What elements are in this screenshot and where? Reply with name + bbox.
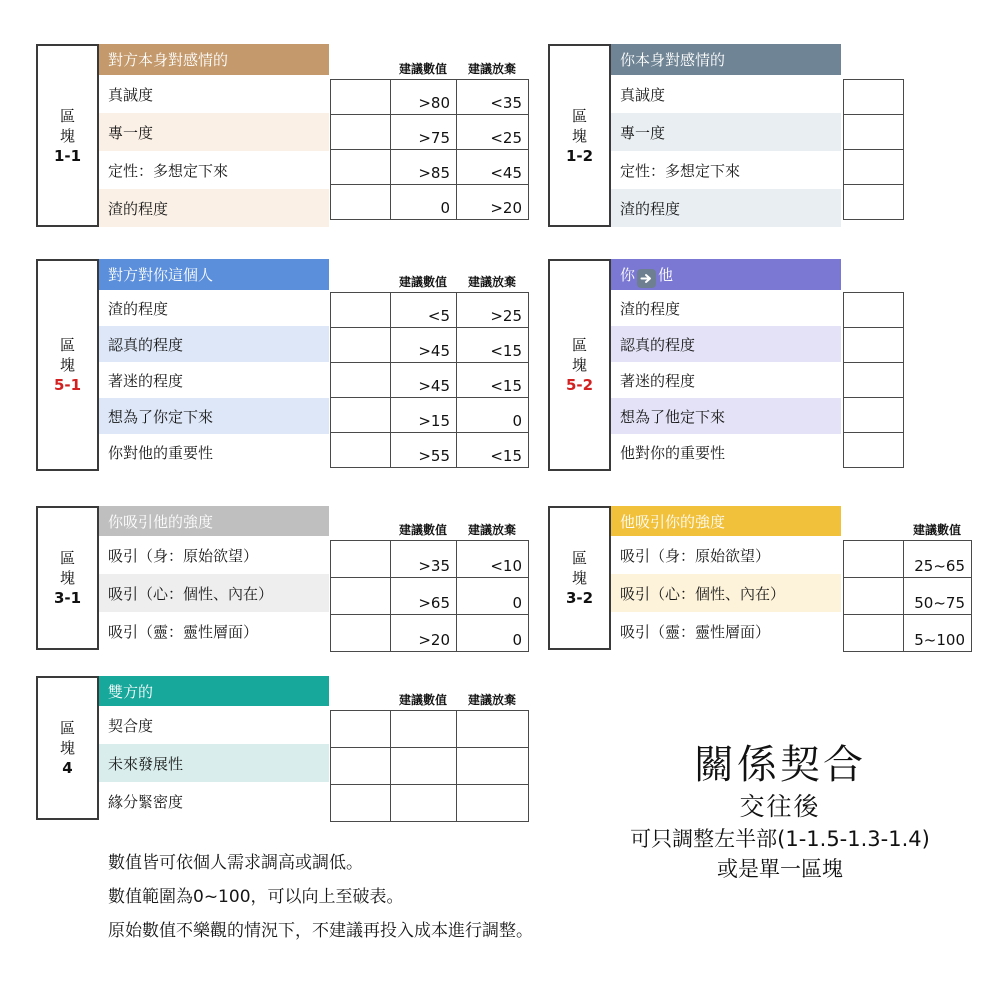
table-row — [844, 398, 904, 433]
column-headers-5-1 — [390, 273, 528, 290]
footnote-line: 數值皆可依個人需求調高或調低。 — [108, 853, 363, 873]
block-header-5-1: 對方對你這個人 — [99, 259, 329, 290]
table-row — [844, 185, 904, 220]
value-cell-input[interactable] — [331, 185, 391, 220]
value-cell-giveup: <10 — [457, 541, 529, 578]
row-label: 渣的程度 — [99, 189, 329, 227]
zone-label-line1: 區 — [59, 549, 75, 567]
title-note-line1: 可只調整左半部(1-1.5-1.3-1.4) — [630, 827, 930, 851]
column-header-giveup: 建議放棄 — [467, 693, 516, 707]
value-cell-input[interactable] — [331, 363, 391, 398]
block-header-1-1: 對方本身對感情的 — [99, 44, 329, 75]
row-label: 緣分緊密度 — [99, 782, 329, 820]
zone-label-line1: 區 — [571, 549, 587, 567]
right-arrow-icon — [637, 269, 656, 288]
value-cell-giveup: >25 — [457, 293, 529, 328]
column-headers-3-2 — [903, 521, 971, 538]
column-headers-1-1 — [390, 60, 528, 77]
block-5-1 — [36, 259, 329, 471]
value-cell-input[interactable] — [844, 433, 904, 468]
value-cell-suggest: 5~100 — [904, 615, 972, 652]
value-cell-input[interactable] — [331, 433, 391, 468]
value-cell-suggest: 0 — [391, 185, 457, 220]
table-row — [844, 80, 904, 115]
row-list-5-1 — [99, 259, 329, 471]
row-label: 吸引（心：個性、內在） — [611, 574, 841, 612]
block-3-1 — [36, 506, 329, 650]
value-grid-5-2 — [843, 292, 904, 468]
value-cell-input[interactable] — [844, 115, 904, 150]
table-row — [844, 433, 904, 468]
value-cell-input[interactable] — [331, 293, 391, 328]
row-list-5-2 — [611, 259, 841, 471]
zone-label-number: 5-2 — [565, 376, 594, 394]
row-label: 定性：多想定下來 — [99, 151, 329, 189]
value-cell-input[interactable] — [844, 185, 904, 220]
row-label: 契合度 — [99, 706, 329, 744]
zone-label-line2: 塊 — [59, 739, 75, 757]
zone-label-line2: 塊 — [571, 569, 587, 587]
value-cell-input[interactable] — [331, 615, 391, 652]
value-cell-input[interactable] — [331, 541, 391, 578]
zone-label-5-2 — [548, 259, 611, 471]
block-header-5-2 — [611, 259, 841, 290]
zone-label-number: 1-1 — [53, 146, 82, 165]
block-header-3-2: 他吸引你的強度 — [611, 506, 841, 536]
value-grid-5-1 — [330, 292, 529, 468]
row-label: 想為了你定下來 — [99, 398, 329, 434]
zone-label-line1: 區 — [571, 336, 587, 354]
zone-label-line1: 區 — [571, 106, 587, 125]
value-cell-suggest: >45 — [391, 363, 457, 398]
column-header-giveup: 建議放棄 — [467, 275, 516, 289]
table-row — [844, 115, 904, 150]
zone-label-number: 1-2 — [565, 146, 594, 165]
title-area — [560, 740, 1000, 884]
block-1-1 — [36, 44, 329, 227]
zone-label-number: 5-1 — [53, 376, 82, 394]
value-table-1-1 — [330, 79, 529, 220]
value-cell-suggest[interactable] — [391, 785, 457, 822]
block-header-4: 雙方的 — [99, 676, 329, 706]
row-label: 你對他的重要性 — [99, 434, 329, 471]
column-header-giveup: 建議放棄 — [467, 62, 516, 76]
value-cell-giveup: 0 — [457, 578, 529, 615]
value-cell-input[interactable] — [844, 578, 904, 615]
row-label: 定性：多想定下來 — [611, 151, 841, 189]
zone-label-3-1 — [36, 506, 99, 650]
value-cell-suggest: >15 — [391, 398, 457, 433]
table-row — [331, 615, 529, 652]
table-row — [331, 363, 529, 398]
row-list-1-1 — [99, 44, 329, 227]
block-1-2 — [548, 44, 841, 227]
column-header-suggest: 建議數值 — [398, 693, 447, 707]
row-label: 渣的程度 — [99, 290, 329, 326]
table-row — [331, 398, 529, 433]
value-cell-giveup: <15 — [457, 328, 529, 363]
value-cell-input[interactable] — [331, 748, 391, 785]
value-table-3-1 — [330, 540, 529, 652]
value-cell-suggest: <5 — [391, 293, 457, 328]
column-header-suggest: 建議數值 — [912, 523, 961, 537]
value-cell-input[interactable] — [844, 80, 904, 115]
table-row — [331, 578, 529, 615]
value-cell-input[interactable] — [331, 115, 391, 150]
table-row — [331, 433, 529, 468]
row-label: 認真的程度 — [611, 326, 841, 362]
table-row — [844, 541, 972, 578]
column-header-suggest: 建議數值 — [398, 523, 447, 537]
value-cell-input[interactable] — [844, 398, 904, 433]
value-cell-input[interactable] — [844, 541, 904, 578]
value-cell-suggest: >55 — [391, 433, 457, 468]
column-headers-3-1 — [390, 521, 528, 538]
header-text-you: 你 — [620, 266, 636, 284]
table-row — [331, 115, 529, 150]
value-cell-input[interactable] — [844, 615, 904, 652]
value-cell-suggest: >45 — [391, 328, 457, 363]
table-row — [331, 785, 529, 822]
row-label: 專一度 — [611, 113, 841, 151]
row-label: 真誠度 — [611, 75, 841, 113]
value-cell-suggest: >35 — [391, 541, 457, 578]
value-cell-suggest[interactable] — [391, 748, 457, 785]
value-cell-giveup: 0 — [457, 398, 529, 433]
value-cell-input[interactable] — [331, 80, 391, 115]
value-cell-suggest[interactable] — [391, 711, 457, 748]
row-label: 渣的程度 — [611, 290, 841, 326]
value-table-1-2 — [843, 79, 904, 220]
block-3-2 — [548, 506, 841, 650]
footnotes — [108, 846, 533, 948]
value-grid-1-2 — [843, 79, 904, 220]
value-cell-giveup: >20 — [457, 185, 529, 220]
table-row — [331, 748, 529, 785]
value-cell-input[interactable] — [844, 150, 904, 185]
value-cell-input[interactable] — [331, 578, 391, 615]
row-label: 專一度 — [99, 113, 329, 151]
value-table-5-2 — [843, 292, 904, 468]
value-cell-giveup: <45 — [457, 150, 529, 185]
row-label: 真誠度 — [99, 75, 329, 113]
row-list-4 — [99, 676, 329, 820]
block-4 — [36, 676, 329, 820]
row-label: 認真的程度 — [99, 326, 329, 362]
value-cell-input[interactable] — [331, 711, 391, 748]
value-grid-3-1 — [330, 540, 529, 652]
value-table-3-2 — [843, 540, 972, 652]
row-label: 未來發展性 — [99, 744, 329, 782]
block-header-1-2: 你本身對感情的 — [611, 44, 841, 75]
zone-label-number: 4 — [62, 759, 73, 777]
value-cell-input[interactable] — [844, 293, 904, 328]
row-list-3-1 — [99, 506, 329, 650]
value-cell-giveup[interactable] — [457, 748, 529, 785]
value-cell-input[interactable] — [331, 398, 391, 433]
value-cell-input[interactable] — [331, 150, 391, 185]
block-5-2 — [548, 259, 841, 471]
zone-label-number: 3-1 — [53, 589, 82, 607]
table-row — [844, 578, 972, 615]
zone-label-line1: 區 — [59, 106, 75, 125]
table-row — [844, 363, 904, 398]
table-row — [331, 185, 529, 220]
value-cell-giveup: <15 — [457, 433, 529, 468]
page-subtitle: 交往後 — [739, 792, 821, 821]
value-cell-input[interactable] — [331, 785, 391, 822]
value-cell-giveup: 0 — [457, 615, 529, 652]
zone-label-number: 3-2 — [565, 589, 594, 607]
value-cell-suggest: >65 — [391, 578, 457, 615]
row-label: 吸引（身：原始欲望） — [99, 536, 329, 574]
zone-label-line2: 塊 — [59, 356, 75, 374]
table-row — [331, 293, 529, 328]
row-label: 想為了他定下來 — [611, 398, 841, 434]
value-cell-giveup: <15 — [457, 363, 529, 398]
table-row — [844, 328, 904, 363]
row-label: 著迷的程度 — [99, 362, 329, 398]
zone-label-line1: 區 — [59, 336, 75, 354]
column-headers-4 — [390, 691, 528, 708]
value-cell-input[interactable] — [844, 363, 904, 398]
value-cell-suggest: >75 — [391, 115, 457, 150]
row-label: 渣的程度 — [611, 189, 841, 227]
value-cell-suggest: 50~75 — [904, 578, 972, 615]
table-row — [331, 150, 529, 185]
zone-label-line2: 塊 — [571, 126, 587, 145]
zone-label-5-1 — [36, 259, 99, 471]
value-cell-suggest: >80 — [391, 80, 457, 115]
value-cell-giveup: <35 — [457, 80, 529, 115]
table-row — [844, 615, 972, 652]
row-label: 著迷的程度 — [611, 362, 841, 398]
value-cell-suggest: >85 — [391, 150, 457, 185]
zone-label-1-1 — [36, 44, 99, 227]
zone-label-1-2 — [548, 44, 611, 227]
header-text-him: 他 — [658, 266, 674, 284]
column-header-suggest: 建議數值 — [398, 275, 447, 289]
row-label: 吸引（靈：靈性層面） — [611, 612, 841, 650]
block-header-3-1: 你吸引他的強度 — [99, 506, 329, 536]
value-grid-3-2 — [843, 540, 972, 652]
value-cell-input[interactable] — [331, 328, 391, 363]
column-header-suggest: 建議數值 — [398, 62, 447, 76]
row-label: 他對你的重要性 — [611, 434, 841, 471]
footnote-line: 數值範圍為0~100，可以向上至破表。 — [108, 887, 404, 907]
row-label: 吸引（身：原始欲望） — [611, 536, 841, 574]
value-cell-giveup[interactable] — [457, 711, 529, 748]
table-row — [331, 541, 529, 578]
zone-label-3-2 — [548, 506, 611, 650]
value-table-5-1 — [330, 292, 529, 468]
table-row — [331, 711, 529, 748]
table-row — [331, 328, 529, 363]
value-grid-4 — [330, 710, 529, 822]
value-cell-suggest: 25~65 — [904, 541, 972, 578]
value-grid-1-1 — [330, 79, 529, 220]
row-label: 吸引（心：個性、內在） — [99, 574, 329, 612]
value-cell-giveup: <25 — [457, 115, 529, 150]
column-header-giveup: 建議放棄 — [467, 523, 516, 537]
row-list-1-2 — [611, 44, 841, 227]
table-row — [331, 80, 529, 115]
footnote-line: 原始數值不樂觀的情況下，不建議再投入成本進行調整。 — [108, 921, 533, 941]
value-cell-giveup[interactable] — [457, 785, 529, 822]
value-cell-input[interactable] — [844, 328, 904, 363]
zone-label-line2: 塊 — [59, 126, 75, 145]
title-note-line2: 或是單一區塊 — [717, 857, 843, 881]
zone-label-4 — [36, 676, 99, 820]
value-table-4 — [330, 710, 529, 822]
zone-label-line2: 塊 — [571, 356, 587, 374]
value-cell-suggest: >20 — [391, 615, 457, 652]
row-label: 吸引（靈：靈性層面） — [99, 612, 329, 650]
table-row — [844, 293, 904, 328]
zone-label-line2: 塊 — [59, 569, 75, 587]
page-title: 關係契合 — [694, 742, 866, 788]
row-list-3-2 — [611, 506, 841, 650]
zone-label-line1: 區 — [59, 719, 75, 737]
table-row — [844, 150, 904, 185]
